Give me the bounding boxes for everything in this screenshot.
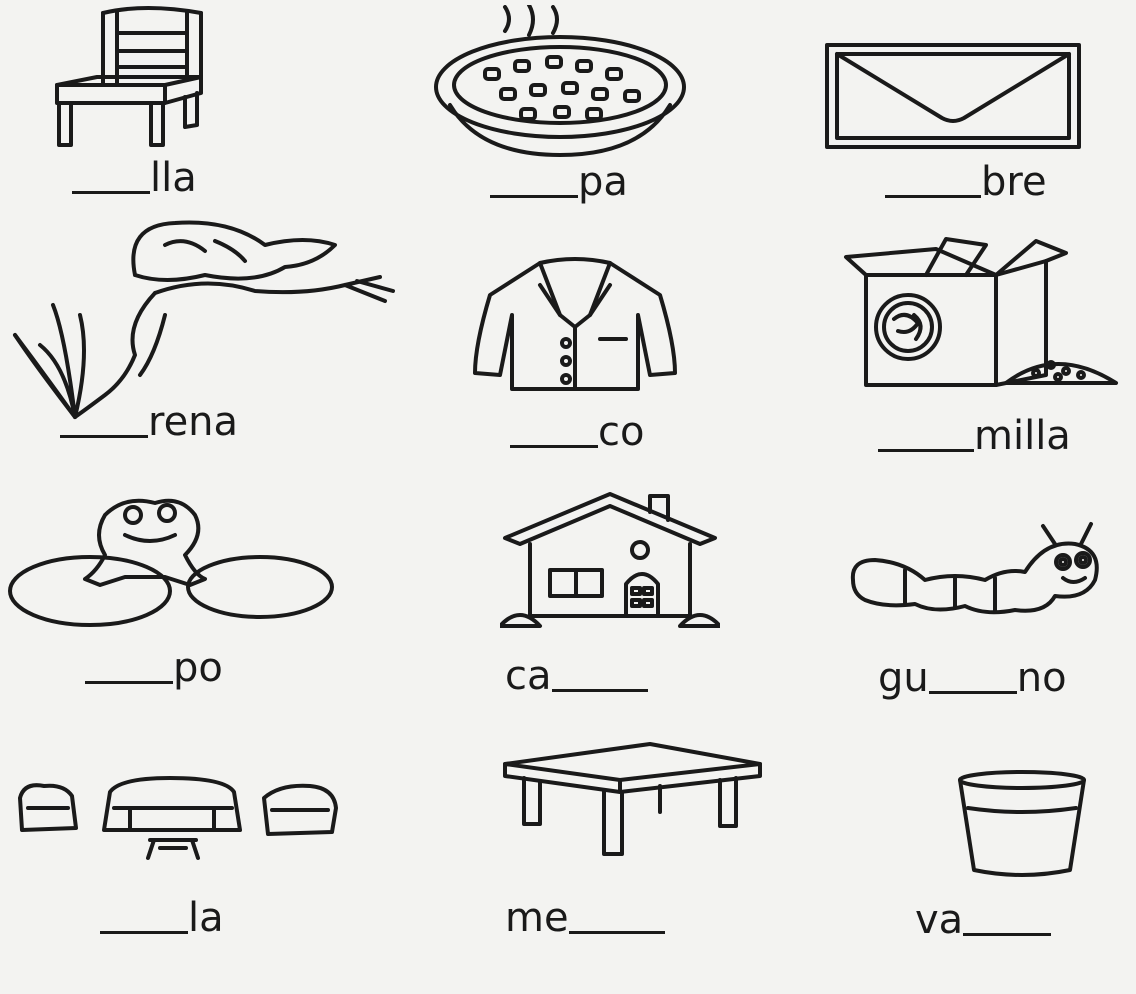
word-line-2: pa	[490, 160, 628, 204]
word-line-10: la	[100, 896, 224, 940]
word-line-4: rena	[60, 400, 238, 444]
house-icon	[500, 488, 720, 633]
frog-icon	[5, 495, 335, 635]
word-line-11: me	[505, 896, 665, 940]
word-line-7: po	[85, 646, 223, 690]
table-icon	[500, 740, 765, 860]
sofa-set-icon	[10, 768, 340, 868]
chair-icon	[45, 5, 215, 155]
answer-blank[interactable]	[929, 691, 1017, 694]
jacket-icon	[470, 255, 680, 395]
answer-blank[interactable]	[510, 445, 598, 448]
word-line-3: bre	[885, 160, 1047, 204]
word-line-5: co	[510, 410, 644, 454]
answer-blank[interactable]	[72, 191, 150, 194]
answer-blank[interactable]	[552, 689, 648, 692]
glass-icon	[950, 768, 1095, 880]
mermaid-icon	[5, 205, 400, 420]
word-line-8: ca	[505, 654, 648, 698]
worm-icon	[845, 520, 1110, 620]
seed-box-icon	[836, 235, 1121, 395]
word-line-1: lla	[72, 156, 197, 200]
envelope-icon	[822, 40, 1084, 152]
soup-bowl-icon	[425, 5, 695, 160]
word-line-12: va	[915, 898, 1051, 942]
answer-blank[interactable]	[60, 435, 148, 438]
answer-blank[interactable]	[878, 449, 974, 452]
answer-blank[interactable]	[100, 931, 188, 934]
answer-blank[interactable]	[963, 933, 1051, 936]
answer-blank[interactable]	[569, 931, 665, 934]
answer-blank[interactable]	[85, 681, 173, 684]
word-line-9: gu no	[878, 655, 1067, 701]
answer-blank[interactable]	[490, 195, 578, 198]
word-line-6: milla	[878, 414, 1071, 458]
answer-blank[interactable]	[885, 195, 981, 198]
